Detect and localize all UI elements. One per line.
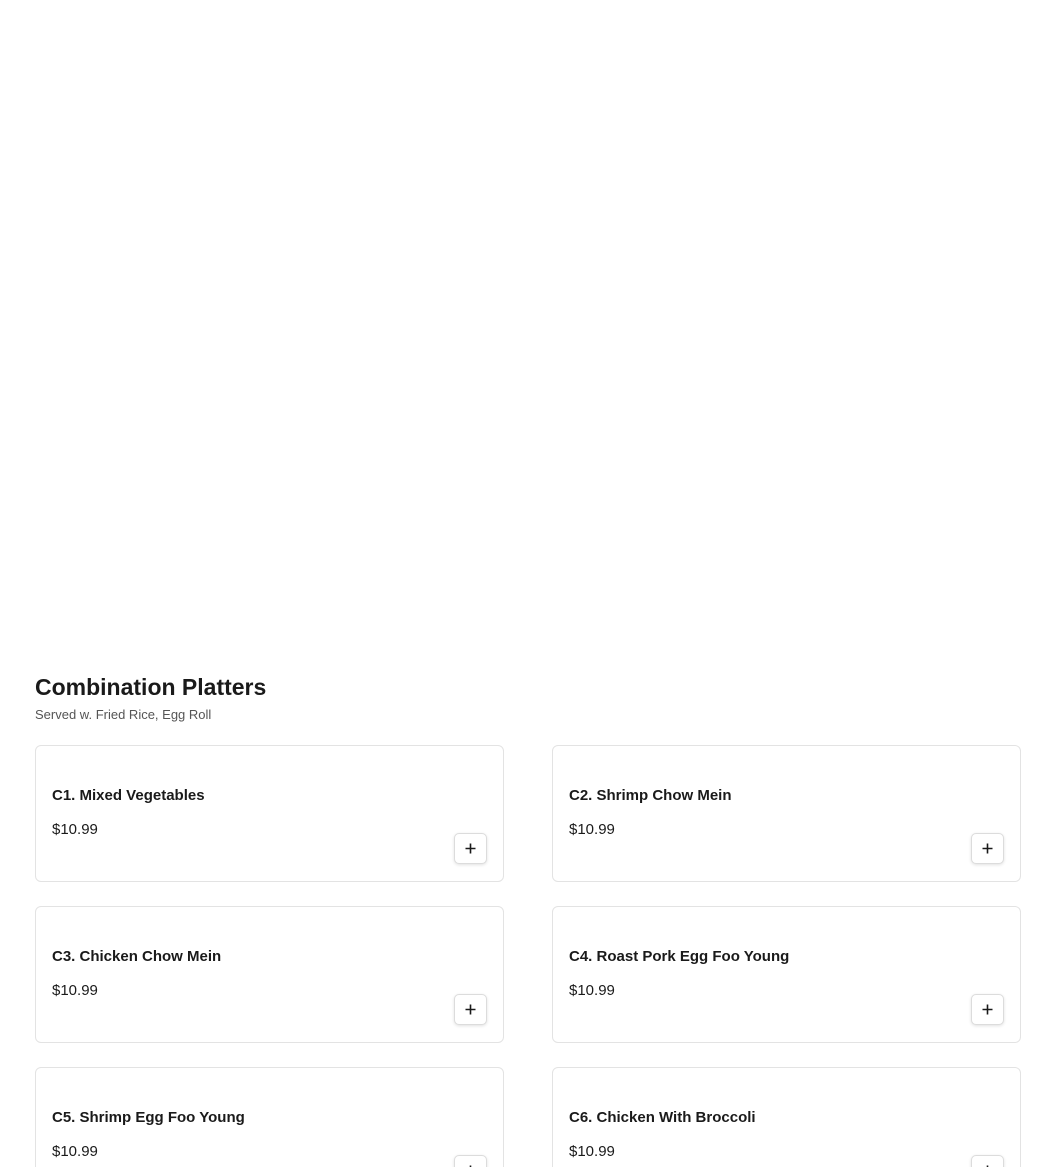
menu-item-price: $10.99 (52, 1143, 98, 1160)
menu-item-card[interactable] (552, 1067, 1021, 1167)
menu-item-name: C2. Shrimp Chow Mein (569, 787, 732, 804)
menu-item-price: $10.99 (52, 821, 98, 838)
menu-item-name: C3. Chicken Chow Mein (52, 948, 222, 965)
add-item-button[interactable] (971, 994, 1004, 1025)
section-title: Combination Platters (35, 674, 267, 700)
section-subtitle: Served w. Fried Rice, Egg Roll (35, 707, 212, 722)
plus-icon (982, 843, 993, 854)
menu-item-card[interactable] (552, 906, 1021, 1043)
menu-item-name: C6. Chicken With Broccoli (569, 1109, 756, 1126)
menu-item-card[interactable] (35, 906, 504, 1043)
add-item-button[interactable] (454, 1155, 487, 1167)
menu-item-price: $10.99 (569, 821, 615, 838)
plus-icon (982, 1004, 993, 1015)
menu-item-card[interactable] (552, 745, 1021, 882)
menu-item-name: C4. Roast Pork Egg Foo Young (569, 948, 790, 965)
menu-items-grid (35, 745, 1021, 1167)
menu-item-price: $10.99 (569, 1143, 615, 1160)
add-item-button[interactable] (971, 1155, 1004, 1167)
add-item-button[interactable] (454, 994, 487, 1025)
menu-item-card[interactable] (35, 745, 504, 882)
plus-icon (465, 843, 476, 854)
add-item-button[interactable] (971, 833, 1004, 864)
menu-item-card[interactable] (35, 1067, 504, 1167)
menu-item-price: $10.99 (52, 982, 98, 999)
plus-icon (465, 1004, 476, 1015)
add-item-button[interactable] (454, 833, 487, 864)
menu-item-name: C5. Shrimp Egg Foo Young (52, 1109, 245, 1126)
menu-section-combination-platters (0, 670, 1050, 1167)
menu-item-name: C1. Mixed Vegetables (52, 787, 205, 804)
menu-item-price: $10.99 (569, 982, 615, 999)
